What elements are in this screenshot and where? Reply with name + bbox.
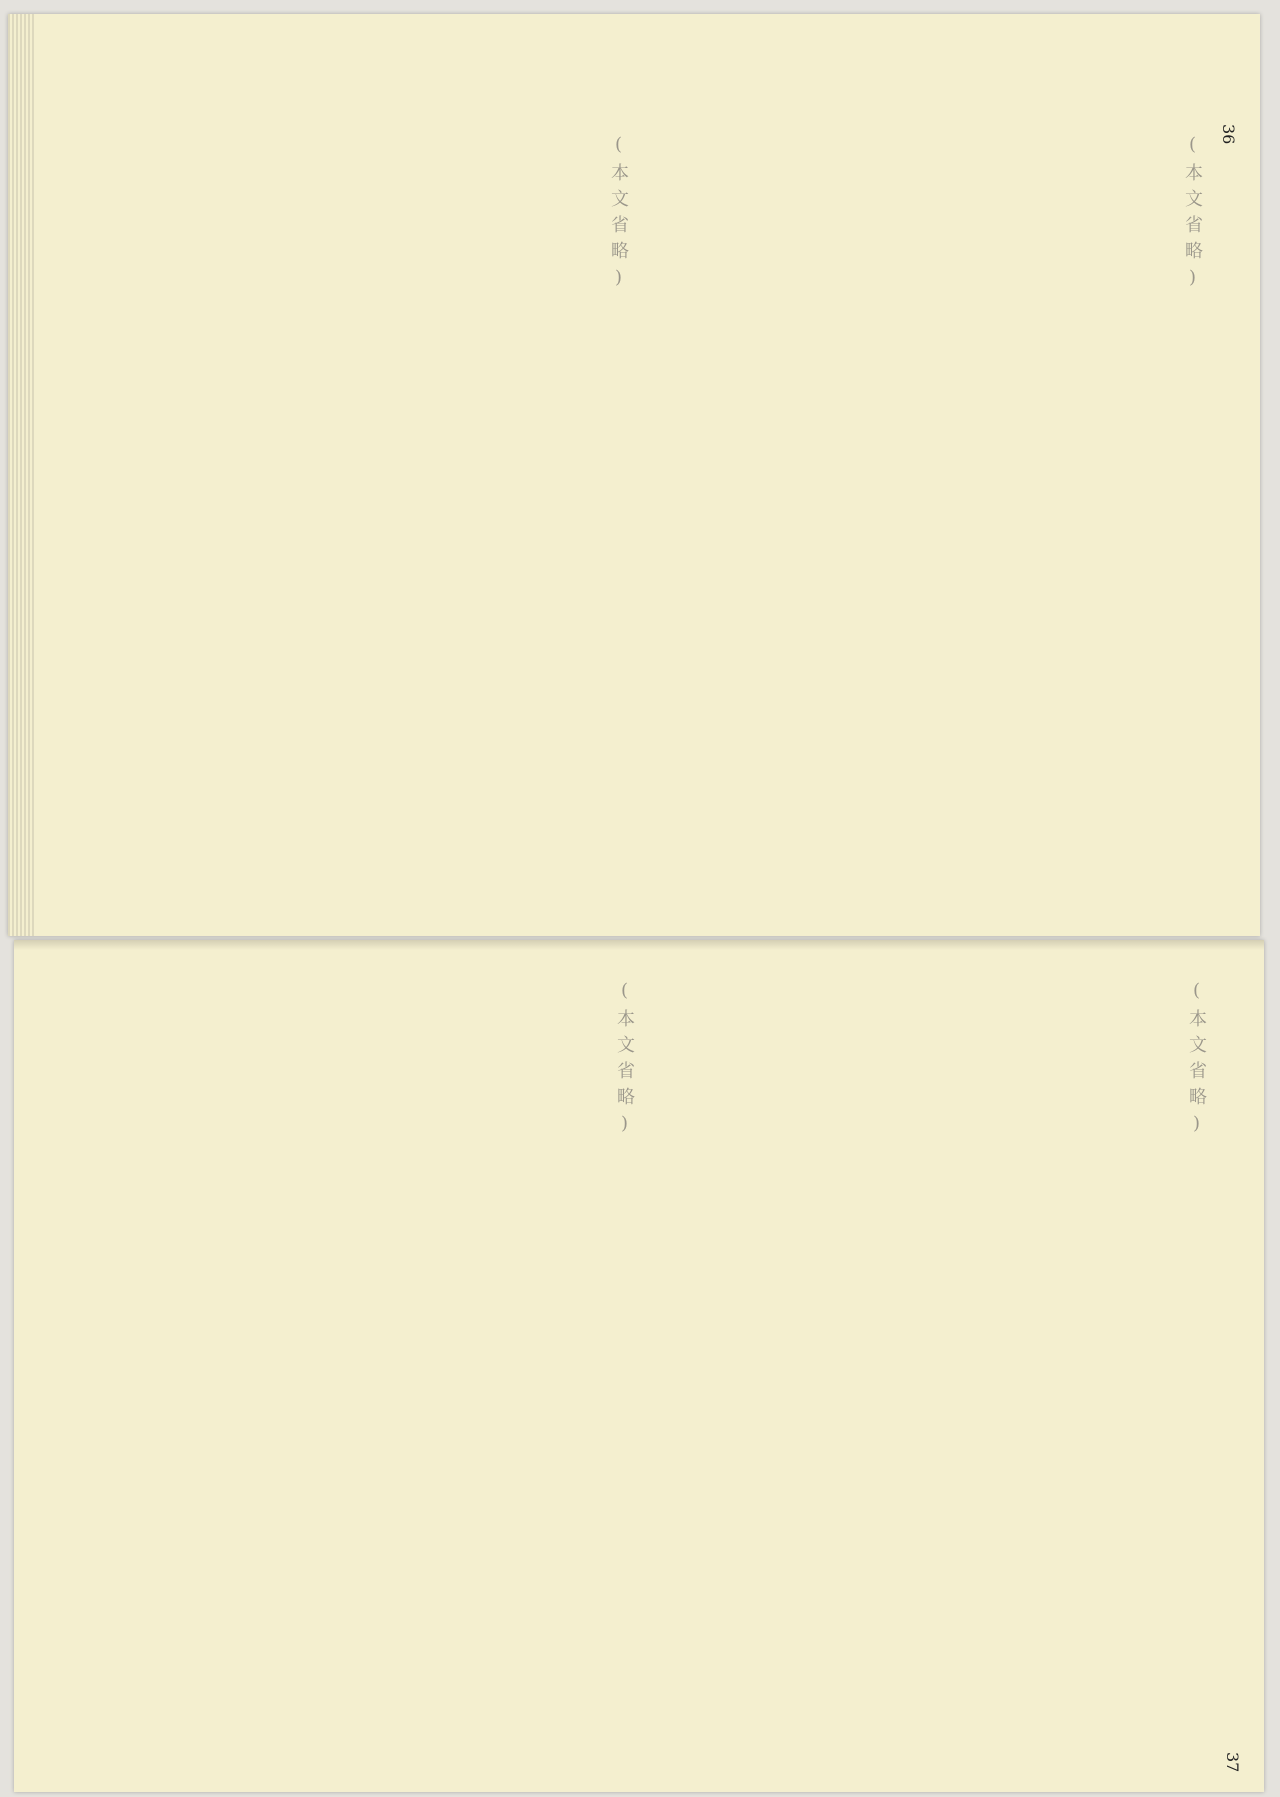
page-edge xyxy=(8,14,34,936)
book-page-37 xyxy=(14,940,1264,1792)
text-placeholder: (本文省略) xyxy=(608,134,629,296)
body-text-column xyxy=(96,134,636,894)
text-placeholder: (本文省略) xyxy=(614,980,635,1142)
body-text-column xyxy=(102,980,642,1760)
text-placeholder: (本文省略) xyxy=(1186,980,1207,1142)
page-number: 37 xyxy=(1223,1751,1242,1772)
text-placeholder: (本文省略) xyxy=(1182,134,1203,296)
gutter-shadow xyxy=(14,940,1264,950)
book-page-36 xyxy=(8,14,1260,936)
body-text-column xyxy=(674,980,1214,1760)
body-text-column xyxy=(670,134,1210,894)
page-number: 36 xyxy=(1219,124,1238,145)
